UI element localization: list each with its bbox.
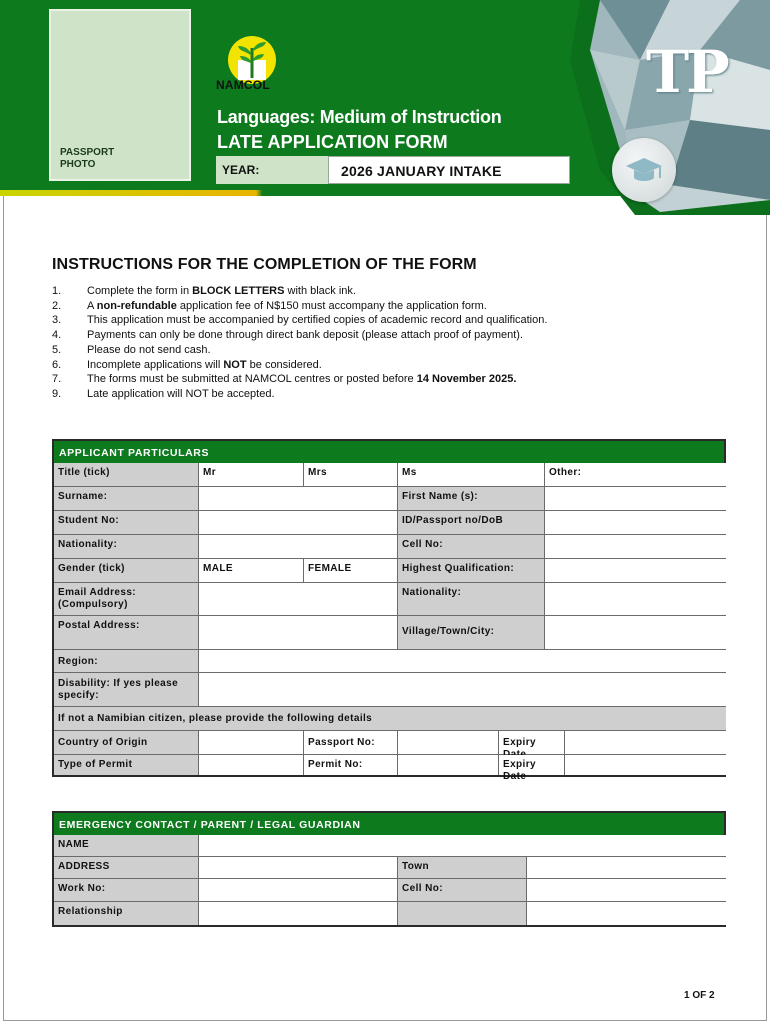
region-label: Region: [54, 650, 199, 673]
applicant-particulars-heading: APPLICANT PARTICULARS [54, 441, 724, 463]
emergency-cell-no-label: Cell No: [398, 879, 527, 902]
emergency-extra-label [398, 902, 527, 925]
emergency-relationship-label: Relationship [54, 902, 199, 925]
emergency-address-label: ADDRESS [54, 857, 199, 879]
instruction-number: 5. [52, 343, 62, 356]
emergency-contact-heading: EMERGENCY CONTACT / PARENT / LEGAL GUARDIAN [54, 813, 724, 835]
applicant-particulars-section [52, 439, 726, 782]
graduation-cap-badge [612, 138, 676, 202]
form-subtitle: LATE APPLICATION FORM [217, 132, 448, 152]
instruction-text: Complete the form in BLOCK LETTERS with black ink. [87, 285, 356, 297]
nationality-2-label: Nationality: [398, 583, 545, 616]
passport-photo-box[interactable] [49, 9, 191, 181]
instruction-number: 4. [52, 329, 62, 342]
non-namibian-subheading: If not a Namibian citizen, please provide the following details [54, 707, 726, 731]
nationality-input[interactable] [199, 535, 398, 559]
instructions-title: INSTRUCTIONS FOR THE COMPLETION OF THE FORM [52, 256, 477, 273]
surname-input[interactable] [199, 487, 398, 511]
surname-label: Surname: [54, 487, 199, 511]
instruction-text: Incomplete applications will NOT be considered. [87, 358, 322, 371]
disability-input[interactable] [199, 673, 726, 707]
title-tick-label: Title (tick) [54, 463, 199, 487]
nationality-label: Nationality: [54, 535, 199, 559]
permit-no-input[interactable] [398, 755, 499, 775]
title-other-field[interactable]: Other: [545, 463, 726, 487]
gender-male-option[interactable]: MALE [199, 559, 304, 583]
village-town-city-input[interactable] [545, 616, 726, 650]
expiry-date-label: Expiry [499, 731, 565, 755]
instruction-number: 7. [52, 373, 62, 386]
emergency-relationship-input[interactable] [199, 902, 398, 925]
id-passport-input[interactable] [545, 511, 726, 535]
emergency-name-label: NAME [54, 835, 199, 857]
instruction-item [52, 299, 732, 314]
instructions-list [52, 284, 732, 402]
namcol-logo-text: NAMCOL [216, 78, 270, 92]
permit-no-label: Permit No: [304, 755, 398, 775]
first-name-input[interactable] [545, 487, 726, 511]
emergency-work-no-input[interactable] [199, 879, 398, 902]
instruction-item [52, 313, 732, 328]
highest-qualification-label: Highest Qualification: [398, 559, 545, 583]
type-of-permit-input[interactable] [199, 755, 304, 775]
instruction-item [52, 372, 732, 387]
instruction-number: 2. [52, 299, 62, 312]
year-label: YEAR: [216, 156, 328, 184]
title-mr-option[interactable]: Mr [199, 463, 304, 487]
emergency-town-label: Town [398, 857, 527, 879]
page-number: 1 OF 2 [684, 990, 715, 1001]
passport-no-label: Passport No: [304, 731, 398, 755]
permit-expiry-date-label: Expiry Date [499, 755, 565, 775]
village-town-city-label: Village/Town/City: [398, 616, 545, 650]
tp-brand-mark: TP [646, 38, 727, 106]
postal-address-input[interactable] [199, 616, 398, 650]
emergency-extra-input[interactable] [527, 902, 726, 925]
instruction-number: 6. [52, 358, 62, 371]
emergency-town-input[interactable] [527, 857, 726, 879]
applicant-grid [54, 463, 724, 782]
highest-qualification-input[interactable] [545, 559, 726, 583]
form-title: Languages: Medium of Instruction [217, 107, 502, 127]
email-input[interactable] [199, 583, 398, 616]
gender-label: Gender (tick) [54, 559, 199, 583]
instruction-item [52, 343, 732, 358]
instruction-text: This application must be accompanied by certified copies of academic record and qualification. [87, 314, 548, 327]
instruction-number: 3. [52, 314, 62, 327]
emergency-address-input[interactable] [199, 857, 398, 879]
year-field[interactable]: 2026 JANUARY INTAKE [328, 156, 570, 184]
student-no-input[interactable] [199, 511, 398, 535]
gender-female-option[interactable]: FEMALE [304, 559, 398, 583]
expiry-date-input[interactable] [565, 731, 726, 755]
passport-no-input[interactable] [398, 731, 499, 755]
instruction-item [52, 284, 732, 299]
cell-no-label: Cell No: [398, 535, 545, 559]
disability-label: Disability: If yes please specify: [54, 673, 199, 707]
student-no-label: Student No: [54, 511, 199, 535]
id-passport-label: ID/Passport no/DoB [398, 511, 545, 535]
emergency-name-input[interactable] [199, 835, 726, 857]
email-label: Email Address: (Compulsory) [54, 583, 199, 616]
region-input[interactable] [199, 650, 726, 673]
title-mrs-option[interactable]: Mrs [304, 463, 398, 487]
postal-address-label: Postal Address: [54, 616, 199, 650]
form-header [0, 0, 770, 215]
permit-expiry-date-input[interactable] [565, 755, 726, 775]
graduation-cap-icon [612, 138, 676, 202]
nationality-2-input[interactable] [545, 583, 726, 616]
emergency-work-no-label: Work No: [54, 879, 199, 902]
instruction-text: The forms must be submitted at NAMCOL centres or posted before 14 November 2025. [87, 373, 517, 386]
instruction-text: Payments can only be done through direct bank deposit (please attach proof of payment). [87, 329, 523, 342]
instruction-text: Late application will NOT be accepted. [87, 387, 275, 400]
instruction-item [52, 358, 732, 373]
country-of-origin-label: Country of Origin [54, 731, 199, 755]
instruction-text: A non-refundable application fee of N$150 must accompany the application form. [87, 299, 487, 312]
type-of-permit-label: Type of Permit [54, 755, 199, 775]
emergency-contact-section [52, 811, 726, 927]
cell-no-input[interactable] [545, 535, 726, 559]
instruction-item [52, 387, 732, 402]
emergency-grid [54, 835, 724, 925]
passport-photo-label: PASSPORT PHOTO [60, 147, 115, 170]
first-name-label: First Name (s): [398, 487, 545, 511]
title-ms-option[interactable]: Ms [398, 463, 545, 487]
instruction-number: 1. [52, 285, 62, 297]
emergency-cell-no-input[interactable] [527, 879, 726, 902]
country-of-origin-input[interactable] [199, 731, 304, 755]
instruction-text: Please do not send cash. [87, 343, 211, 356]
instruction-item [52, 328, 732, 343]
instruction-number: 9. [52, 387, 62, 400]
